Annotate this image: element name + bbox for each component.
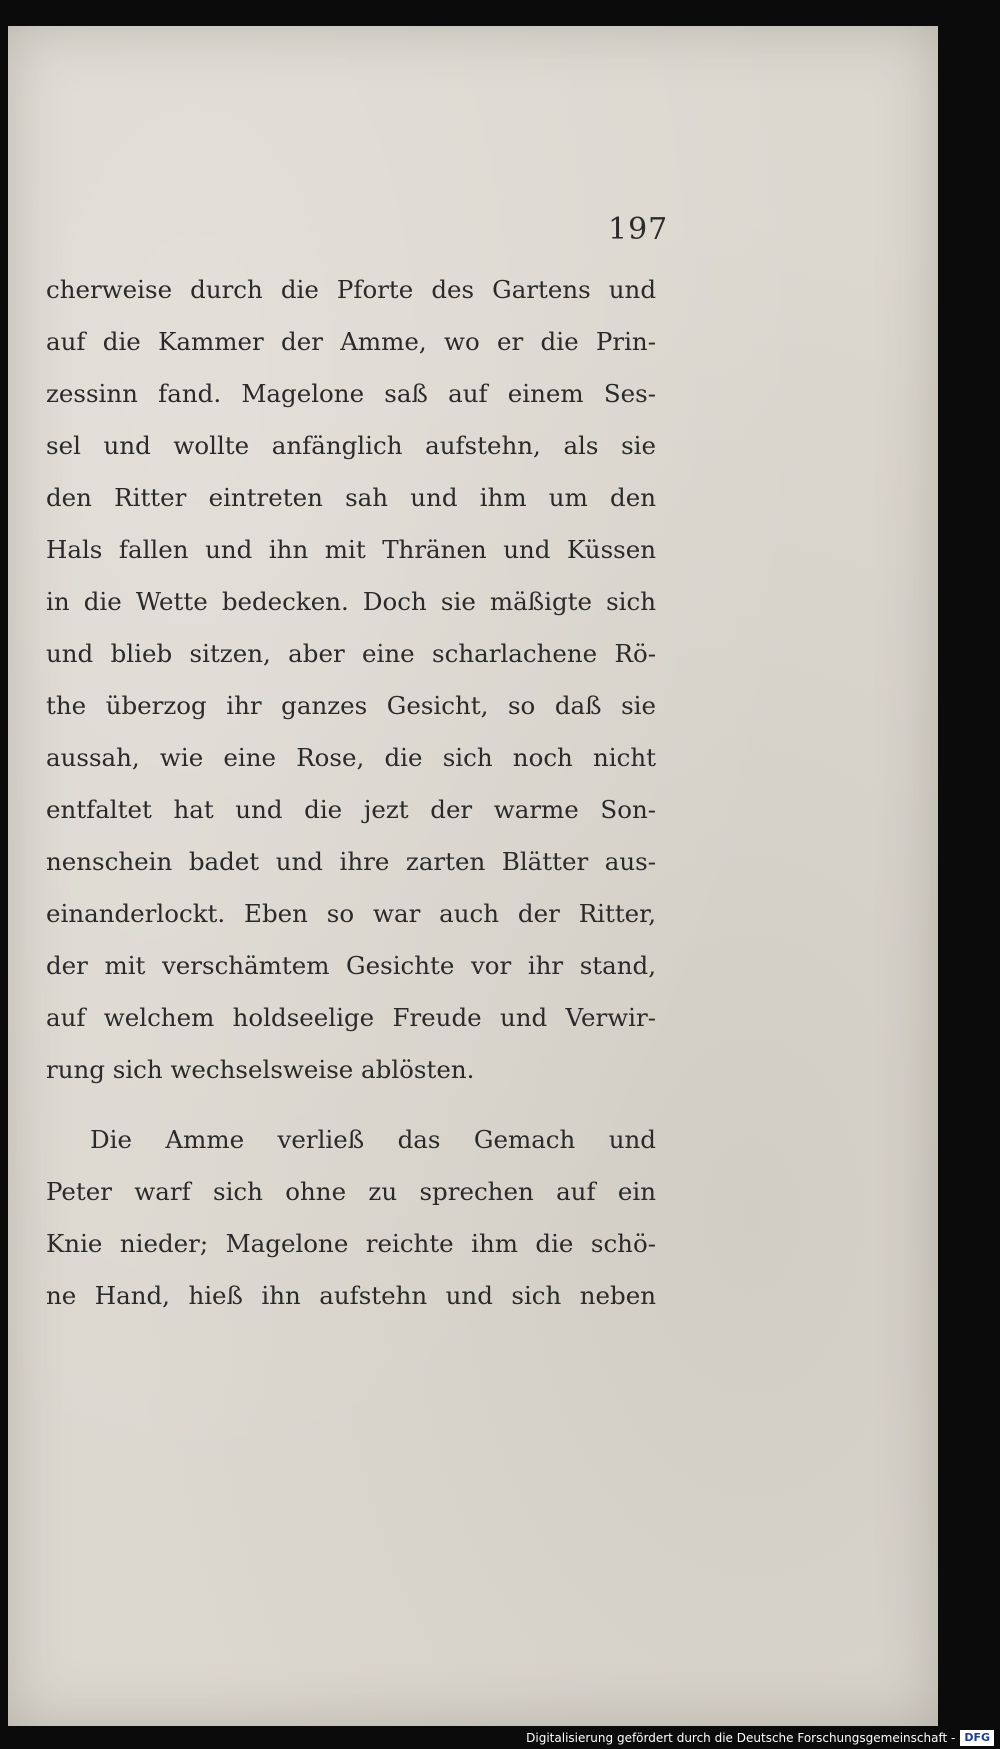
text-block bbox=[46, 264, 656, 1322]
text-line: cherweise durch die Pforte des Gartens und bbox=[46, 275, 656, 304]
text-line: Die Amme verließ das Gemach und bbox=[90, 1125, 656, 1154]
text-line: in die Wette bedecken. Doch sie mäßigte sich bbox=[46, 587, 656, 616]
text-line: ne Hand, hieß ihn aufstehn und sich neben bbox=[46, 1281, 656, 1310]
credit-text: Digitalisierung gefördert durch die Deutsche Forschungsgemeinschaft - bbox=[526, 1731, 956, 1745]
text-line: auf die Kammer der Amme, wo er die Prin- bbox=[46, 327, 656, 356]
text-line: Peter warf sich ohne zu sprechen auf ein bbox=[46, 1177, 656, 1206]
text-line: zessinn fand. Magelone saß auf einem Ses- bbox=[46, 379, 656, 408]
digitization-credit bbox=[526, 1727, 994, 1749]
text-line: Hals fallen und ihn mit Thränen und Küssen bbox=[46, 535, 656, 564]
text-line: der mit verschämtem Gesichte vor ihr stand, bbox=[46, 951, 656, 980]
page-number: 197 bbox=[608, 212, 669, 247]
text-line: nenschein badet und ihre zarten Blätter aus- bbox=[46, 847, 656, 876]
text-line: den Ritter eintreten sah und ihm um den bbox=[46, 483, 656, 512]
text-line: Knie nieder; Magelone reichte ihm die schö- bbox=[46, 1229, 656, 1258]
text-line: sel und wollte anfänglich aufstehn, als sie bbox=[46, 431, 656, 460]
text-line: und blieb sitzen, aber eine scharlachene Rö- bbox=[46, 639, 656, 668]
text-line: aussah, wie eine Rose, die sich noch nicht bbox=[46, 743, 656, 772]
text-line: einanderlockt. Eben so war auch der Ritter, bbox=[46, 899, 656, 928]
text-line: the überzog ihr ganzes Gesicht, so daß sie bbox=[46, 691, 656, 720]
dfg-logo: DFG bbox=[960, 1730, 994, 1746]
text-line: rung sich wechselsweise ablösten. bbox=[46, 1055, 475, 1084]
text-line: entfaltet hat und die jezt der warme Son- bbox=[46, 795, 656, 824]
book-page bbox=[8, 26, 938, 1726]
text-line: auf welchem holdseelige Freude und Verwir- bbox=[46, 1003, 656, 1032]
